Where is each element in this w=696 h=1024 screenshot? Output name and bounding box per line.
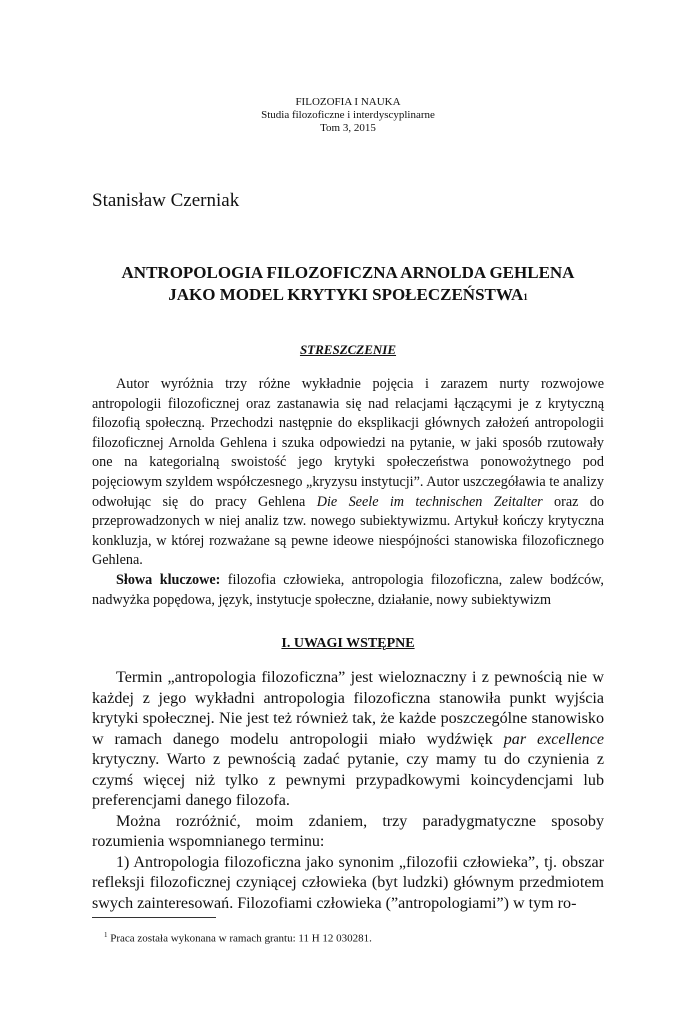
footnote bbox=[104, 931, 372, 945]
footnote-rule bbox=[92, 917, 216, 918]
journal-header bbox=[0, 96, 696, 135]
p1-text-part2: krytyczny. Warto z pewnością zadać pytanie, czy mamy tu do czynienia z czymś więcej niż tylko z pewnymi przypadkowymi koincydencjami lub preferencjami danego filozofa. bbox=[92, 751, 604, 809]
p1-italic: par excellence bbox=[503, 730, 604, 748]
p1-text-part1: Termin „antropologia filozoficzna” jest wieloznaczny i z pewnością nie w każdej z jego wykładni antropologia filozoficzna stanowiła punkt wyjścia krytyki społecznej. Nie jest też również tak, że każde poszczególne stanowisko w ramach danego modelu antropologii miało wydźwięk bbox=[92, 669, 604, 748]
body-paragraph-1 bbox=[92, 668, 604, 812]
abstract-text-part1: Autor wyróżnia trzy różne wykładnie pojęcia i zarazem nurty rozwojowe antropologii filozoficznej oraz zastanawia się nad relacjami łączącymi je z krytyczną filozofią społeczną. Przechodzi następnie do eksplikacji głównych założeń antropologii filozoficznej Arnolda Gehlena i szuka odpowiedzi na pytanie, w jaki sposób rzutowały one na kategorialną swoistość jego krytyki społeczeństwa ponowożytnego pod pojęciowym szyldem współczesnego „kryzysu instytucji”. Autor uszczegóławia te analizy odwołując się do pracy Gehlena bbox=[92, 376, 604, 510]
body-paragraph-3: 1) Antropologia filozoficzna jako synonim „filozofii człowieka”, tj. obszar refleksji filozoficznej czyniącej człowieka (byt ludzki) głównym przedmiotem swych zainteresowań. Filozofiami człowieka (”antropologiami”) w tym ro- bbox=[92, 853, 604, 912]
abstract bbox=[92, 375, 604, 610]
keywords-label: Słowa kluczowe: bbox=[116, 571, 221, 588]
author-name: Stanisław Czerniak bbox=[92, 190, 240, 211]
abstract-heading: STRESZCZENIE bbox=[299, 342, 397, 357]
abstract-work-title: Die Seele im technischen Zeitalter bbox=[316, 493, 543, 510]
title-footnote-mark[interactable]: 1 bbox=[523, 292, 528, 302]
journal-name: FILOZOFIA I NAUKA bbox=[295, 96, 401, 108]
title-line-1: ANTROPOLOGIA FILOZOFICZNA ARNOLDA GEHLENA bbox=[121, 263, 575, 282]
title-line-2 bbox=[40, 284, 656, 306]
abstract-text-part2: oraz do przeprowadzonych w niej analiz tzw. nowego subiektywizmu. Artykuł kończy krytyczna konkluzja, w której rozważane są pewne ideowe niespójności stanowiska filozoficznego Gehlena. bbox=[92, 493, 604, 569]
section-body bbox=[92, 668, 604, 914]
keywords-paragraph bbox=[92, 571, 604, 610]
journal-volume: Tom 3, 2015 bbox=[320, 122, 376, 134]
footnote-text: Praca została wykonana w ramach grantu: 11 H 12 030281. bbox=[107, 932, 372, 945]
title-line-2-text: JAKO MODEL KRYTYKI SPOŁECZEŃSTWA bbox=[168, 285, 524, 304]
section-heading: I. UWAGI WSTĘPNE bbox=[281, 636, 415, 651]
abstract-paragraph bbox=[92, 375, 604, 571]
body-paragraph-2: Można rozróżnić, moim zdaniem, trzy paradygmatyczne sposoby rozumienia wspomnianego terminu: bbox=[92, 812, 604, 850]
footnote-mark: 1 bbox=[104, 931, 108, 939]
journal-subtitle: Studia filozoficzne i interdyscyplinarne bbox=[261, 109, 435, 121]
article-title bbox=[40, 262, 656, 306]
keywords-list: filozofia człowieka, antropologia filozoficzna, zalew bodźców, nadwyżka popędowa, język, instytucje społeczne, działanie, nowy subiektywizm bbox=[92, 571, 604, 608]
